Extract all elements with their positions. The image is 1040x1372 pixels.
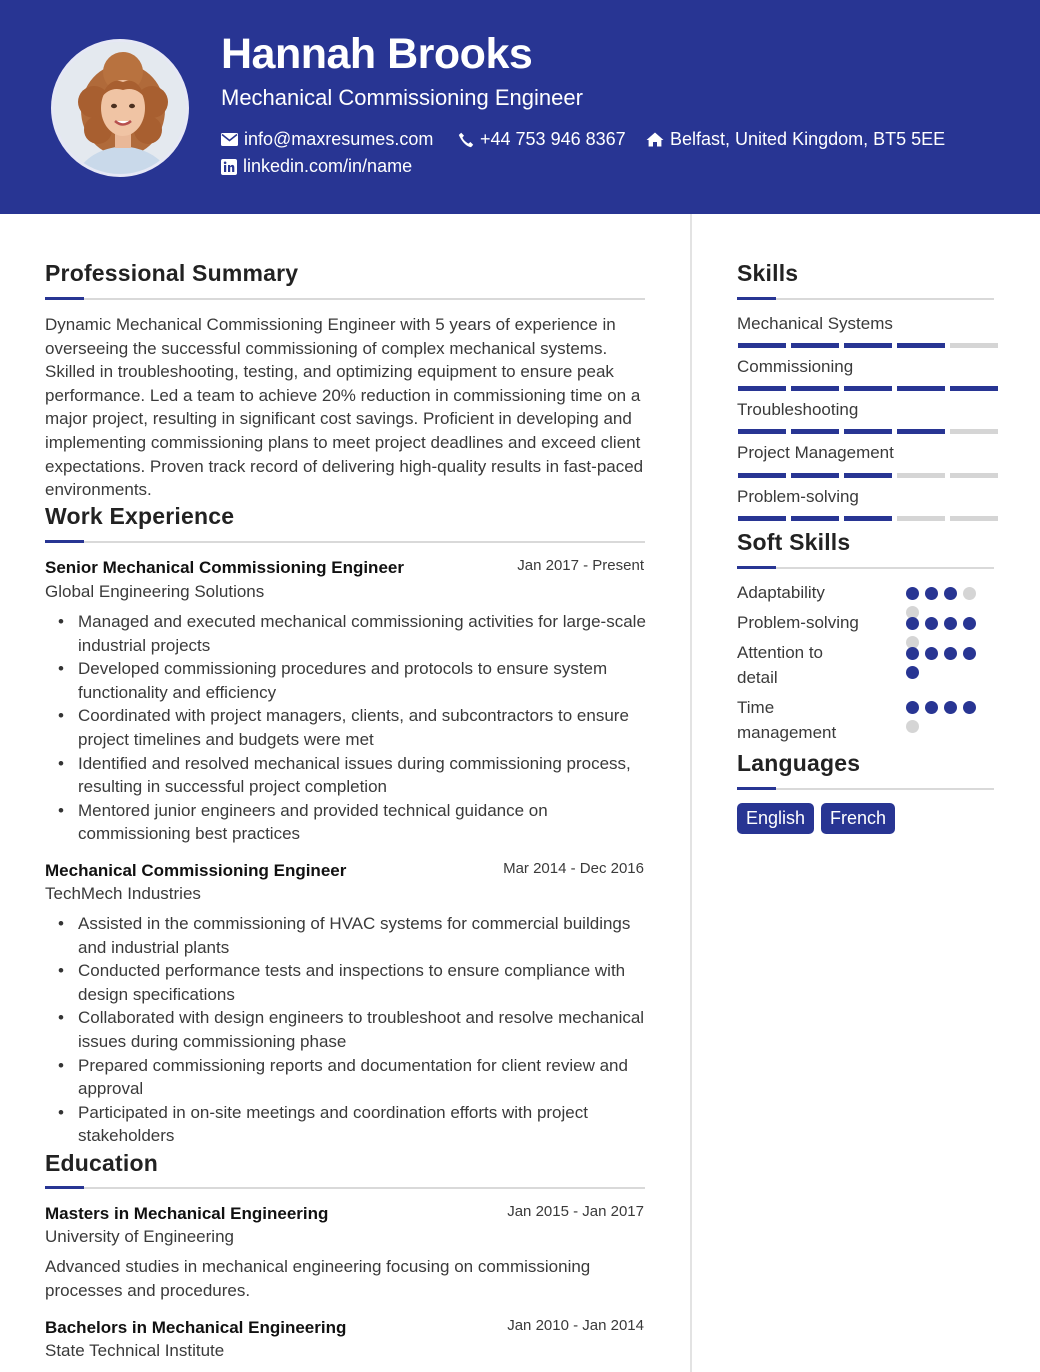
skills-rule <box>737 298 994 300</box>
degree-2: Bachelors in Mechanical Engineering <box>45 1318 347 1337</box>
job-bullets-2 <box>78 912 650 1148</box>
rating-dot-filled <box>906 701 919 714</box>
contact-phone-text: +44 753 946 8367 <box>480 129 626 149</box>
job-bullet: • Managed and executed mechanical commissioning activities for large-scale industrial projects <box>78 610 650 657</box>
column-divider <box>690 214 692 1372</box>
education-heading: Education <box>45 1150 158 1176</box>
school-2: State Technical Institute <box>45 1341 225 1360</box>
skill-bar <box>738 429 998 434</box>
rating-dot-filled <box>944 647 957 660</box>
contact-email-text: info@maxresumes.com <box>244 129 434 149</box>
experience-rule-accent <box>45 540 84 543</box>
skill-segment-filled <box>791 473 839 478</box>
skill-segment-filled <box>844 473 892 478</box>
skill-segment-filled <box>897 343 945 348</box>
skill-segment-empty <box>897 473 945 478</box>
skill-segment-filled <box>791 343 839 348</box>
skill-name: Project Management <box>737 443 894 462</box>
contact-email[interactable] <box>221 129 433 150</box>
job-title-1: Senior Mechanical Commissioning Engineer <box>45 558 404 577</box>
language-tag-english: English <box>737 803 814 834</box>
soft-skill-rating <box>906 617 981 649</box>
rating-dot-filled <box>906 617 919 630</box>
job-bullet: • Participated in on-site meetings and coordination efforts with project stakeholders <box>78 1101 650 1148</box>
skill-segment-filled <box>738 429 786 434</box>
soft-skill-rating <box>906 647 981 679</box>
profile-photo <box>51 39 189 177</box>
envelope-icon <box>221 133 238 146</box>
degree-1: Masters in Mechanical Engineering <box>45 1204 329 1223</box>
phone-icon <box>458 132 474 148</box>
rating-dot-filled <box>925 587 938 600</box>
job-bullet: • Developed commissioning procedures and protocols to ensure system functionality and efficiency <box>78 657 650 704</box>
skill-segment-filled <box>791 386 839 391</box>
languages-rule <box>737 788 994 790</box>
degree-description-1: Advanced studies in mechanical engineering focusing on commissioning processes and procedures. <box>45 1257 591 1300</box>
skill-name: Commissioning <box>737 357 854 376</box>
skill-name: Problem-solving <box>737 487 859 506</box>
candidate-title: Mechanical Commissioning Engineer <box>221 85 583 110</box>
skill-segment-filled <box>791 516 839 521</box>
skill-segment-empty <box>950 473 998 478</box>
skill-segment-filled <box>844 386 892 391</box>
soft-skills-rule <box>737 567 994 569</box>
skill-segment-filled <box>844 516 892 521</box>
rating-dot-empty <box>963 587 976 600</box>
rating-dot-filled <box>925 647 938 660</box>
soft-skills-rule-accent <box>737 566 776 569</box>
rating-dot-filled <box>944 617 957 630</box>
job-bullet: • Coordinated with project managers, clients, and subcontractors to ensure project timelines and budgets were met <box>78 704 650 751</box>
skill-segment-filled <box>844 343 892 348</box>
skill-bar <box>738 343 998 348</box>
skill-segment-filled <box>738 343 786 348</box>
soft-skill-rating <box>906 587 981 619</box>
rating-dot-filled <box>963 701 976 714</box>
contact-location-text: Belfast, United Kingdom, BT5 5EE <box>670 129 946 149</box>
contact-location <box>646 129 945 150</box>
job-company-2: TechMech Industries <box>45 884 201 903</box>
contact-linkedin-text: linkedin.com/in/name <box>243 156 413 176</box>
skill-segment-filled <box>738 473 786 478</box>
rating-dot-filled <box>925 701 938 714</box>
summary-rule <box>45 298 645 300</box>
education-rule-accent <box>45 1186 84 1189</box>
rating-dot-filled <box>944 701 957 714</box>
soft-skill-name: Adaptability <box>737 583 825 602</box>
job-company-1: Global Engineering Solutions <box>45 582 265 601</box>
skill-name: Troubleshooting <box>737 400 859 419</box>
job-bullet: • Assisted in the commissioning of HVAC systems for commercial buildings and industrial plants <box>78 912 650 959</box>
linkedin-icon <box>221 159 237 175</box>
rating-dot-filled <box>906 647 919 660</box>
rating-dot-filled <box>906 666 919 679</box>
job-bullet: • Identified and resolved mechanical issues during commissioning process, resulting in successful project completion <box>78 752 650 799</box>
candidate-name: Hannah Brooks <box>221 30 533 78</box>
profile-photo-illustration <box>54 42 189 177</box>
skill-bar <box>738 473 998 478</box>
skill-segment-filled <box>897 386 945 391</box>
skill-segment-filled <box>897 429 945 434</box>
soft-skill-name: Time management <box>737 698 837 742</box>
skill-segment-filled <box>844 429 892 434</box>
job-bullets-1 <box>78 610 650 846</box>
summary-text: Dynamic Mechanical Commissioning Engineer with 5 years of experience in overseeing the successful commissioning of complex mechanical systems. Skilled in troubleshooting, testing, and optimizing equipment to ensure peak performance. Led a team to achieve 20% reduction in commissioning time on a major project, resulting in significant cost savings. Proficient in developing and implementing commissioning plans to meet project deadlines and exceed client expectations. Proven track record of delivering high-quality results in fast-paced environments. <box>45 315 644 500</box>
job-bullet: • Conducted performance tests and inspections to ensure compliance with design specifications <box>78 959 650 1006</box>
degree-date-1: Jan 2015 - Jan 2017 <box>507 1203 644 1220</box>
soft-skill-name: Problem-solving <box>737 613 859 632</box>
job-date-1: Jan 2017 - Present <box>517 557 644 574</box>
job-date-2: Mar 2014 - Dec 2016 <box>503 860 644 877</box>
experience-heading: Work Experience <box>45 503 235 529</box>
skill-segment-filled <box>950 386 998 391</box>
rating-dot-empty <box>906 720 919 733</box>
rating-dot-filled <box>963 647 976 660</box>
skills-heading: Skills <box>737 260 799 286</box>
skill-segment-filled <box>791 429 839 434</box>
rating-dot-filled <box>944 587 957 600</box>
home-icon <box>646 132 664 147</box>
soft-skill-name: Attention to detail <box>737 643 824 687</box>
contact-linkedin[interactable] <box>221 156 412 177</box>
job-bullet: • Collaborated with design engineers to troubleshoot and resolve mechanical issues during commissioning phase <box>78 1006 650 1053</box>
school-1: University of Engineering <box>45 1227 234 1246</box>
experience-rule <box>45 541 645 543</box>
job-bullet: • Prepared commissioning reports and documentation for client review and approval <box>78 1054 650 1101</box>
rating-dot-filled <box>925 617 938 630</box>
languages-rule-accent <box>737 787 776 790</box>
skill-segment-empty <box>950 516 998 521</box>
skills-rule-accent <box>737 297 776 300</box>
skill-segment-filled <box>738 386 786 391</box>
resume-header <box>0 0 1040 214</box>
soft-skills-heading: Soft Skills <box>737 529 851 555</box>
skill-bar <box>738 516 998 521</box>
skill-name: Mechanical Systems <box>737 314 893 333</box>
skill-segment-empty <box>950 429 998 434</box>
job-title-2: Mechanical Commissioning Engineer <box>45 861 347 880</box>
skill-bar <box>738 386 998 391</box>
language-tag-french: French <box>821 803 895 834</box>
languages-heading: Languages <box>737 750 861 776</box>
summary-heading: Professional Summary <box>45 260 299 286</box>
soft-skill-rating <box>906 701 981 733</box>
skill-segment-filled <box>738 516 786 521</box>
rating-dot-filled <box>906 587 919 600</box>
skill-segment-empty <box>950 343 998 348</box>
education-rule <box>45 1187 645 1189</box>
skill-segment-empty <box>897 516 945 521</box>
summary-rule-accent <box>45 297 84 300</box>
degree-date-2: Jan 2010 - Jan 2014 <box>507 1317 644 1334</box>
rating-dot-filled <box>963 617 976 630</box>
contact-phone[interactable] <box>458 129 626 150</box>
job-bullet: • Mentored junior engineers and provided technical guidance on commissioning best practices <box>78 799 650 846</box>
